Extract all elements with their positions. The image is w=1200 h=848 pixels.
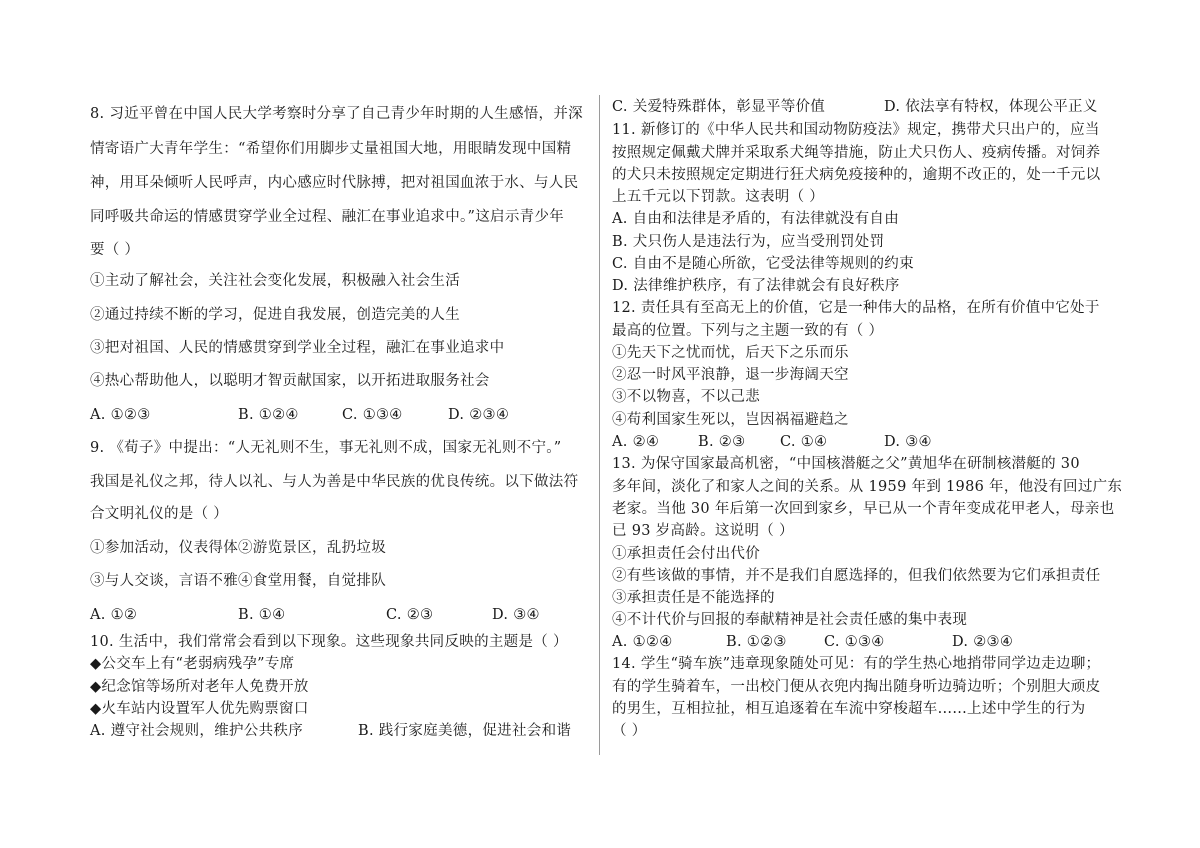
q10-option-c[interactable]: C. 关爱特殊群体，彰显平等价值 [612, 99, 826, 115]
q12-option-a[interactable]: A. ②④ [612, 434, 660, 450]
q9-line: 合文明礼仪的是（ ） [90, 506, 229, 522]
q11-option-d[interactable]: D. 法律维护秩序，有了法律就会有良好秩序 [612, 278, 900, 294]
q13-option-a[interactable]: A. ①②④ [612, 634, 673, 650]
q13-option-c[interactable]: C. ①③④ [824, 634, 885, 650]
q13-item: ①承担责任会付出代价 [612, 546, 760, 562]
q8-option-d[interactable]: D. ②③④ [448, 407, 510, 423]
q8-item: ④热心帮助他人，以聪明才智贡献国家，以开拓进取服务社会 [90, 373, 490, 389]
q12-option-d[interactable]: D. ③④ [884, 434, 932, 450]
q9-line: 我国是礼仪之邦，待人以礼、与人为善是中华民族的优良传统。以下做法符 [90, 474, 579, 490]
q8-line: 情寄语广大青年学生：“希望你们用脚步丈量祖国大地，用眼睛发现中国精 [90, 141, 572, 157]
column-divider [599, 95, 600, 755]
q11-line: 按照规定佩戴犬牌并采取系犬绳等措施，防止犬只伤人、疫病传播。对饲养 [612, 145, 1101, 161]
q11-option-a[interactable]: A. 自由和法律是矛盾的，有法律就没有自由 [612, 211, 899, 227]
q11-line: 11. 新修订的《中华人民共和国动物防疫法》规定，携带犬只出户的，应当 [612, 122, 1100, 138]
q13-option-d[interactable]: D. ②③④ [952, 634, 1014, 650]
q13-line: 老家。当他 30 年后第一次回到家乡，早已从一个青年变成花甲老人，母亲也 [612, 501, 1115, 517]
q9-item: ①参加活动，仪表得体②游览景区，乱扔垃圾 [90, 540, 386, 556]
q10-item: ◆纪念馆等场所对老年人免费开放 [90, 679, 309, 695]
q12-line: 12. 责任具有至高无上的价值，它是一种伟大的品格，在所有价值中它处于 [612, 300, 1100, 316]
q13-item: ②有些该做的事情，并不是我们自愿选择的，但我们依然要为它们承担责任 [612, 568, 1101, 584]
q10-option-a[interactable]: A. 遵守社会规则，维护公共秩序 [90, 723, 303, 739]
q10-option-b[interactable]: B. 践行家庭美德，促进社会和谐 [358, 723, 572, 739]
q8-item: ③把对祖国、人民的情感贯穿到学业全过程，融汇在事业追求中 [90, 340, 505, 356]
q8-option-a[interactable]: A. ①②③ [90, 407, 151, 423]
q13-item: ④不计代价与回报的奉献精神是社会责任感的集中表现 [612, 612, 968, 628]
q14-line: 14. 学生“骑车族”违章现象随处可见：有的学生热心地捎带同学边走边聊； [612, 656, 1101, 672]
q9-option-c[interactable]: C. ②③ [386, 607, 434, 623]
q10-option-d[interactable]: D. 依法享有特权，体现公平正义 [884, 99, 1098, 115]
q9-item: ③与人交谈，言语不雅④食堂用餐，自觉排队 [90, 573, 386, 589]
q9-option-a[interactable]: A. ①② [90, 607, 138, 623]
q12-item: ①先天下之忧而忧，后天下之乐而乐 [612, 345, 849, 361]
q12-item: ④苟利国家生死以，岂因祸福避趋之 [612, 412, 849, 428]
q12-item: ②忍一时风平浪静，退一步海阔天空 [612, 367, 849, 383]
q10-item: ◆火车站内设置军人优先购票窗口 [90, 701, 309, 717]
q13-line: 13. 为保守国家最高机密，“中国核潜艇之父”黄旭华在研制核潜艇的 30 [612, 456, 1080, 472]
q8-option-b[interactable]: B. ①②④ [238, 407, 299, 423]
q13-option-b[interactable]: B. ①②③ [726, 634, 787, 650]
q12-line: 最高的位置。下列与之主题一致的有（ ） [612, 323, 884, 339]
q11-option-c[interactable]: C. 自由不是随心所欲，它受法律等规则的约束 [612, 256, 914, 272]
q8-line: 神，用耳朵倾听人民呼声，内心感应时代脉搏，把对祖国血浓于水、与人民 [90, 175, 579, 191]
q8-line: 同呼吸共命运的情感贯穿学业全过程、融汇在事业追求中。”这启示青少年 [90, 209, 565, 225]
q10-line: 10. 生活中，我们常常会看到以下现象。这些现象共同反映的主题是（ ） [90, 634, 568, 650]
q8-line: 8. 习近平曾在中国人民大学考察时分享了自己青少年时期的人生感悟，并深 [90, 106, 583, 122]
q14-line: 有的学生骑着车，一出校门便从衣兜内掏出随身听边骑边听；个别胆大顽皮 [612, 679, 1101, 695]
q13-line: 多年间，淡化了和家人之间的关系。从 1959 年到 1986 年，他没有回过广东 [612, 479, 1123, 495]
q8-option-c[interactable]: C. ①③④ [342, 407, 403, 423]
q12-option-c[interactable]: C. ①④ [780, 434, 828, 450]
q10-item: ◆公交车上有“老弱病残孕”专席 [90, 656, 295, 672]
q12-option-b[interactable]: B. ②③ [698, 434, 746, 450]
q14-line: （ ） [612, 723, 647, 739]
q13-item: ③承担责任是不能选择的 [612, 590, 775, 606]
q11-line: 上五千元以下罚款。这表明（ ） [612, 189, 825, 205]
q11-line: 的犬只未按照规定定期进行狂犬病免疫接种的，逾期不改正的，处一千元以 [612, 167, 1101, 183]
q11-option-b[interactable]: B. 犬只伤人是违法行为，应当受刑罚处罚 [612, 234, 885, 250]
q8-item: ①主动了解社会，关注社会变化发展，积极融入社会生活 [90, 273, 460, 289]
q9-option-d[interactable]: D. ③④ [492, 607, 540, 623]
q14-line: 的男生，互相拉扯，相互追逐着在车流中穿梭超车......上述中学生的行为 [612, 701, 1086, 717]
q8-item: ②通过持续不断的学习，促进自我发展，创造完美的人生 [90, 307, 460, 323]
q9-line: 9. 《荀子》中提出：“人无礼则不生，事无礼则不成，国家无礼则不宁。” [90, 440, 562, 456]
q8-line: 要（ ） [90, 242, 140, 258]
q13-line: 已 93 岁高龄。这说明（ ） [612, 523, 794, 539]
q9-option-b[interactable]: B. ①④ [238, 607, 286, 623]
q12-item: ③不以物喜，不以己悲 [612, 389, 760, 405]
